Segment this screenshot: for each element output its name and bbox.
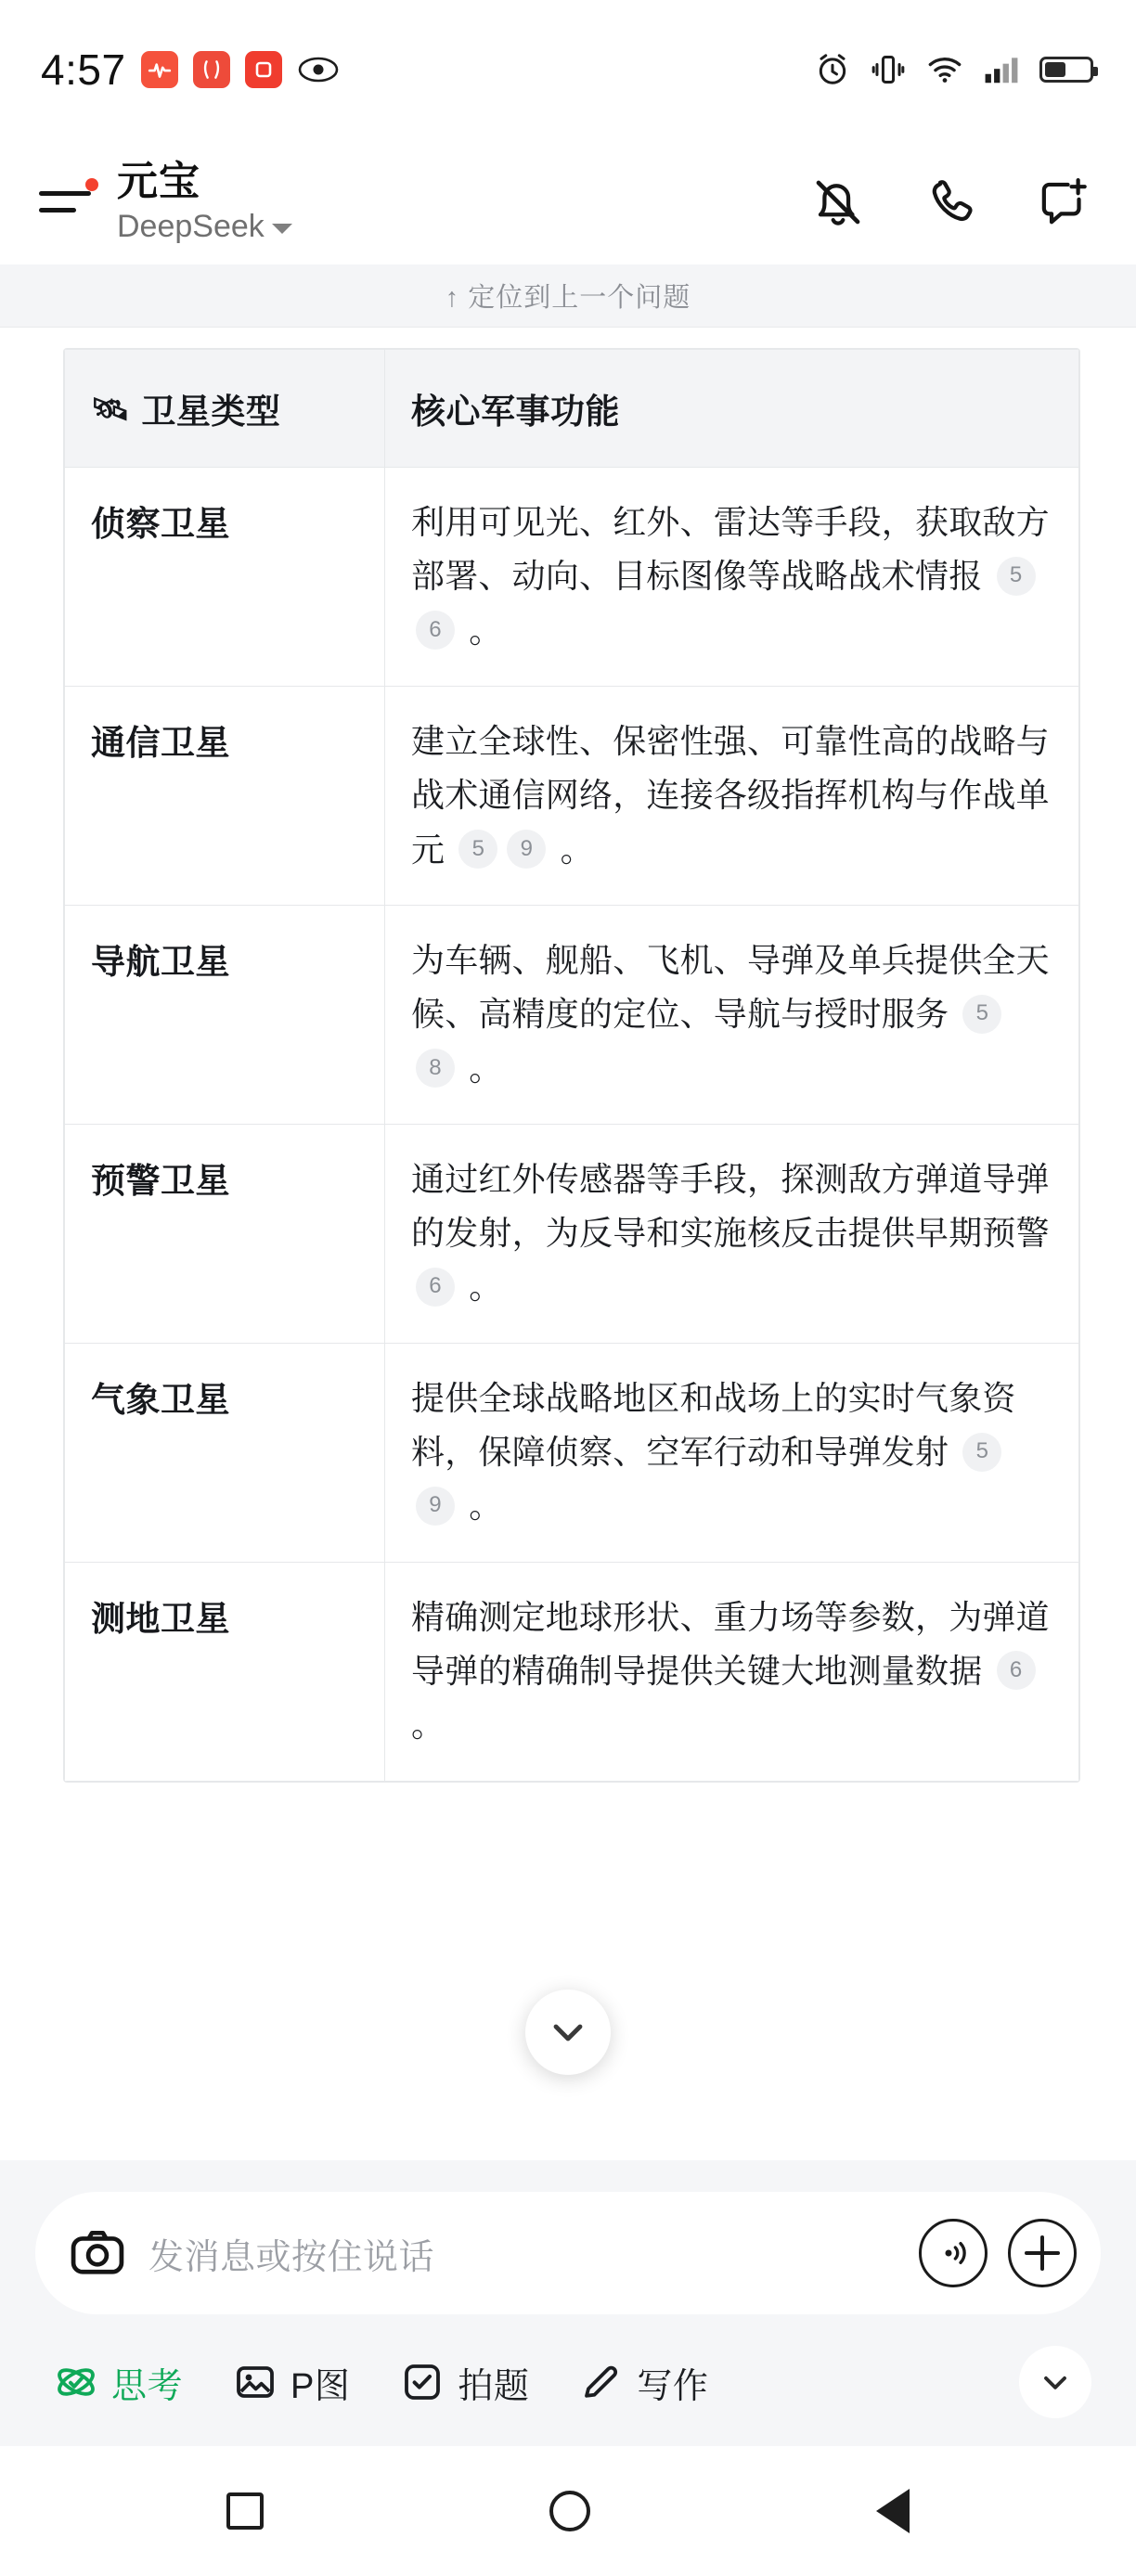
table-row <box>65 1562 1079 1781</box>
table-cell-function: 利用可见光、红外、雷达等手段，获取敌方部署、动向、目标图像等战略战术情报 56 。 <box>385 468 1079 687</box>
citation-ref[interactable]: 8 <box>416 1049 455 1088</box>
table-cell-type: 侦察卫星 <box>65 468 385 687</box>
eye-icon <box>297 56 340 84</box>
triangle-back-icon[interactable] <box>876 2489 910 2533</box>
citation-ref[interactable]: 5 <box>458 830 497 869</box>
chevron-down-icon <box>546 2010 590 2054</box>
message-input[interactable]: 发消息或按住说话 <box>148 2237 435 2277</box>
table-cell-type: 导航卫星 <box>65 905 385 1124</box>
locate-bar-label: ↑ 定位到上一个问题 <box>445 283 691 313</box>
app-header <box>0 139 1136 264</box>
new-chat-icon[interactable] <box>1036 174 1093 231</box>
tool-photo-question-label: 拍题 <box>458 2366 530 2406</box>
huawei-red-icon <box>193 51 230 88</box>
image-edit-icon <box>233 2360 278 2404</box>
table-cell-function: 通过红外传感器等手段，探测敌方弹道导弹的发射，为反导和实施核反击提供早期预警 6 。 <box>385 1124 1079 1343</box>
model-name-label: DeepSeek <box>117 208 265 244</box>
hamburger-icon[interactable] <box>39 176 97 228</box>
satellite-icon: 🛰 <box>91 391 131 426</box>
table-row <box>65 468 1079 687</box>
battery-icon <box>1039 57 1093 83</box>
signal-icon <box>984 55 1019 84</box>
satellite-table <box>63 348 1080 1783</box>
system-nav-bar <box>0 2446 1136 2576</box>
citation-ref[interactable]: 6 <box>416 611 455 650</box>
table-cell-function: 为车辆、舰船、飞机、导弹及单兵提供全天候、高精度的定位、导航与授时服务 58 。 <box>385 905 1079 1124</box>
chevron-down-icon <box>272 224 292 234</box>
citation-ref[interactable]: 9 <box>507 830 546 869</box>
table-cell-function: 精确测定地球形状、重力场等参数，为弹道导弹的精确制导提供关键大地测量数据 6 。 <box>385 1562 1079 1781</box>
citation-ref[interactable]: 6 <box>997 1651 1036 1690</box>
table-header-type <box>65 350 385 468</box>
status-time: 4:57 <box>41 45 126 94</box>
chevron-down-icon <box>1037 2363 1074 2401</box>
tool-image-edit[interactable] <box>233 2357 350 2408</box>
think-atom-icon <box>54 2360 98 2404</box>
activity-red-icon <box>141 51 178 88</box>
citation-ref[interactable]: 5 <box>997 557 1036 596</box>
table-header-type-label: 卫星类型 <box>141 393 281 431</box>
notification-dot <box>85 178 98 191</box>
square-red-icon <box>245 51 282 88</box>
table-row <box>65 905 1079 1124</box>
citation-ref[interactable]: 5 <box>962 1433 1001 1472</box>
composer-panel <box>0 2160 1136 2446</box>
voice-wave-icon[interactable] <box>919 2219 988 2287</box>
table-cell-type: 测地卫星 <box>65 1562 385 1781</box>
header-actions <box>809 174 1093 231</box>
circle-icon[interactable] <box>549 2491 590 2531</box>
status-bar-right <box>815 52 1093 87</box>
header-title-block <box>117 159 809 244</box>
citation-ref[interactable]: 6 <box>416 1268 455 1307</box>
table-cell-type: 通信卫星 <box>65 686 385 905</box>
tool-photo-question[interactable] <box>400 2357 529 2408</box>
vibrate-icon <box>871 52 906 87</box>
model-selector[interactable] <box>117 209 809 245</box>
table-cell-type: 气象卫星 <box>65 1343 385 1562</box>
table-cell-function: 建立全球性、保密性强、可靠性高的战略与战术通信网络，连接各级指挥机构与作战单元 5 9 。 <box>385 686 1079 905</box>
wifi-icon <box>926 55 963 84</box>
phone-icon[interactable] <box>923 174 980 231</box>
status-bar <box>0 0 1136 139</box>
tool-writing[interactable] <box>579 2357 708 2408</box>
table-header-row <box>65 350 1079 468</box>
page-title: 元宝 <box>117 159 200 205</box>
table-body <box>65 468 1079 1782</box>
checklist-icon <box>400 2360 445 2404</box>
table-row <box>65 686 1079 905</box>
table-header-function: 核心军事功能 <box>385 350 1079 468</box>
status-bar-left <box>41 45 340 95</box>
mute-bell-icon[interactable] <box>809 174 867 231</box>
pen-icon <box>579 2360 624 2404</box>
chat-content <box>0 328 1136 2160</box>
alarm-icon <box>815 52 850 87</box>
table-row <box>65 1343 1079 1562</box>
expand-tools-button[interactable] <box>1019 2346 1091 2418</box>
table-cell-function: 提供全球战略地区和战场上的实时气象资料，保障侦察、空军行动和导弹发射 59 。 <box>385 1343 1079 1562</box>
table-row <box>65 1124 1079 1343</box>
tool-writing-label: 写作 <box>637 2366 709 2406</box>
plus-icon[interactable] <box>1008 2219 1077 2287</box>
citation-ref[interactable]: 5 <box>962 995 1001 1034</box>
tools-row <box>35 2314 1101 2446</box>
square-icon[interactable] <box>226 2492 264 2530</box>
tool-think-label: 思考 <box>111 2366 184 2406</box>
message-input-row[interactable] <box>35 2192 1101 2314</box>
tool-image-edit-label: P图 <box>290 2366 351 2406</box>
citation-ref[interactable]: 9 <box>416 1487 455 1526</box>
locate-previous-question-bar[interactable] <box>0 264 1136 328</box>
camera-icon[interactable] <box>67 2222 128 2284</box>
table-cell-type: 预警卫星 <box>65 1124 385 1343</box>
scroll-to-bottom-button[interactable] <box>525 1990 611 2075</box>
tool-think[interactable] <box>54 2357 183 2408</box>
